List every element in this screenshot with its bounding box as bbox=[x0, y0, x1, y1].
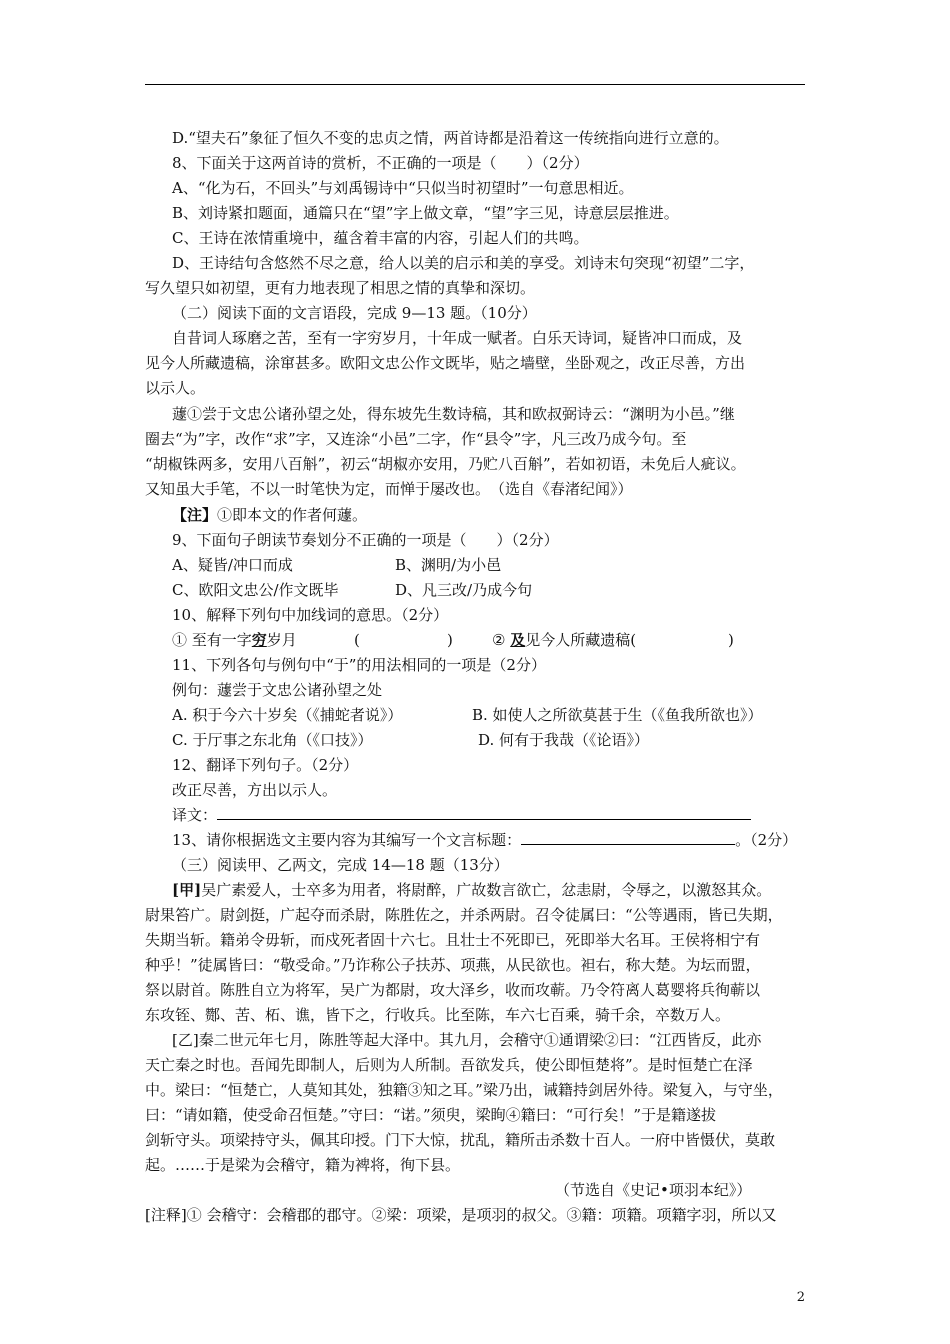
q8-option-d-cont: 写久望只如初望，更有力地表现了相思之情的真挚和深切。 bbox=[145, 279, 536, 297]
section-2-heading: （二）阅读下面的文言语段，完成 9—13 题。（10分） bbox=[172, 304, 537, 322]
passage-yi-line-4: 曰：“请如籍，使受命召恒楚。”守曰：“诺。”须臾，梁眴④籍曰：“可行矣！”于是籍遂拔 bbox=[145, 1106, 717, 1124]
q11-option-d: D. 何有于我哉（《论语》） bbox=[478, 731, 650, 749]
passage-yi-line-2: 天亡秦之时也。吾闻先即制人，后则为人所制。吾欲发兵，使公即恒楚将”。是时恒楚亡在泽 bbox=[145, 1056, 753, 1074]
passage-jia-line-6: 东攻铚、酂、苦、柘、谯，皆下之，行收兵。比至陈，车六七百乘，骑千余，卒数万人。 bbox=[145, 1006, 731, 1024]
passage-1-line-3: 以示人。 bbox=[145, 379, 206, 397]
note-line bbox=[172, 505, 367, 525]
passage-jia-line-3: 失期当斩。籍弟令毋斩，而戍死者固十六七。且壮士不死即已，死即举大名耳。王侯将相宁有 bbox=[145, 931, 761, 949]
q10-answer-1-open: ( bbox=[354, 631, 360, 649]
question-8: 8、下面关于这两首诗的赏析，不正确的一项是（ ）（2分） bbox=[172, 154, 589, 172]
q11-example: 例句：蘧尝于文忠公诸孙望之处 bbox=[172, 681, 383, 699]
q11-option-c: C. 于厅事之东北角（《口技》） bbox=[172, 731, 373, 749]
passage-jia-line-2: 尉果笞广。尉剑挺，广起夺而杀尉，陈胜佐之，并杀两尉。召令徒属曰：“公等遇雨，皆已失期， bbox=[145, 906, 783, 924]
annotation-line: [注释]① 会稽守：会稽郡的郡守。②梁：项梁，是项羽的叔父。③籍：项籍。项籍字羽，所以又 bbox=[145, 1206, 777, 1224]
header-rule bbox=[145, 84, 805, 85]
note-text: ①即本文的作者何蘧。 bbox=[217, 506, 368, 524]
passage-2-line-1: 蘧①尝于文忠公诸孙望之处，得东坡先生数诗稿，其和欧叔弼诗云：“渊明为小邑。”继 bbox=[172, 405, 735, 423]
q9-option-c: C、欧阳文忠公/作文既毕 bbox=[172, 581, 339, 599]
q9-option-b: B、渊明/为小邑 bbox=[395, 556, 502, 574]
question-12: 12、翻译下列句子。（2分） bbox=[172, 756, 359, 774]
q8-option-a: A、“化为石，不回头”与刘禹锡诗中“只似当时初望时”一句意思相近。 bbox=[172, 179, 634, 197]
passage-yi-line-5: 剑斩守头。项梁持守头，佩其印授。门下大惊，扰乱，籍所击杀数十百人。一府中皆慑伏，莫敢 bbox=[145, 1131, 776, 1149]
option-d-prev: D.“望夫石”象征了恒久不变的忠贞之情，两首诗都是沿着这一传统指向进行立意的。 bbox=[172, 129, 729, 147]
passage-jia-line-5: 祭以尉首。陈胜自立为将军，吴广为都尉，攻大泽乡，收而攻蕲。乃令符离人葛婴将兵徇蕲以 bbox=[145, 981, 761, 999]
passage-jia-label: [甲] bbox=[172, 881, 202, 899]
title-answer-blank[interactable] bbox=[521, 830, 735, 845]
passage-yi-line-1: [乙]秦二世元年七月，陈胜等起大泽中。其九月，会稽守①通谓梁②曰：“江西皆反，此亦 bbox=[172, 1031, 762, 1049]
q10-answer-2-close: ) bbox=[728, 631, 734, 649]
translation-label: 译文： bbox=[172, 806, 218, 824]
passage-jia-line-1: [甲]吴广素爱人，士卒多为用者，将尉醉，广故数言欲亡，忿恚尉，令辱之，以激怒其众。 bbox=[172, 881, 772, 899]
question-10: 10、解释下列句中加线词的意思。（2分） bbox=[172, 606, 449, 624]
passage-1-line-2: 见今人所藏遗稿，涂窜甚多。欧阳文忠公作文既毕，贴之墙壁，坐卧观之，改正尽善，方出 bbox=[145, 354, 746, 372]
q9-option-a: A、疑皆/冲口而成 bbox=[172, 556, 293, 574]
q10-answer-1-close: ) bbox=[447, 631, 453, 649]
page-number: 2 bbox=[796, 1290, 805, 1305]
passage-yi-source: （节选自《史记•项羽本纪》） bbox=[555, 1181, 752, 1199]
q10-item-2: ② 及见今人所藏遗稿( bbox=[492, 631, 637, 649]
underlined-word-ji: 及 bbox=[510, 631, 526, 649]
translation-blank[interactable] bbox=[217, 805, 751, 820]
q10-item-1: ① 至有一字穷岁月 bbox=[172, 631, 297, 649]
q11-option-b: B. 如使人之所欲莫甚于生（《鱼我所欲也》） bbox=[472, 706, 763, 724]
q8-option-d: D、王诗结句含悠然不尽之意，给人以美的启示和美的享受。刘诗末句突现“初望”二字， bbox=[172, 254, 755, 272]
q9-option-d: D、凡三改/乃成今句 bbox=[395, 581, 533, 599]
underlined-word-qiong: 穷 bbox=[251, 631, 267, 649]
passage-2-line-3: “胡椒铢两多，安用八百斛”，初云“胡椒亦安用，乃贮八百斛”，若如初语，未免后人疵议。 bbox=[145, 455, 746, 473]
passage-yi-line-6: 起。……于是梁为会稽守，籍为裨将，徇下县。 bbox=[145, 1156, 461, 1174]
q8-option-c: C、王诗在浓情重境中，蕴含着丰富的内容，引起人们的共鸣。 bbox=[172, 229, 589, 247]
q11-option-a: A. 积于今六十岁矣（《捕蛇者说》） bbox=[172, 706, 403, 724]
note-label: 【注】 bbox=[172, 506, 218, 524]
q12-sentence: 改正尽善，方出以示人。 bbox=[172, 781, 338, 799]
passage-yi-line-3: 中。梁曰：“恒楚亡，人莫知其处，独籍③知之耳。”梁乃出，诫籍持剑居外待。梁复入，与守坐， bbox=[145, 1081, 783, 1099]
passage-jia-line-4: 种乎！”徒属皆曰：“敬受命。”乃诈称公子扶苏、项燕，从民欲也。袒右，称大楚。为坛而盟， bbox=[145, 956, 761, 974]
passage-1-line-1: 自昔词人琢磨之苦，至有一字穷岁月，十年成一赋者。白乐天诗词，疑皆冲口而成，及 bbox=[172, 329, 743, 347]
q12-translation-line bbox=[172, 805, 751, 825]
q8-option-b: B、刘诗紧扣题面，通篇只在“望”字上做文章，“望”字三见，诗意层层推进。 bbox=[172, 204, 679, 222]
question-11: 11、下列各句与例句中“于”的用法相同的一项是（2分） bbox=[172, 656, 546, 674]
passage-2-line-2: 圈去“为”字，改作“求”字，又连涂“小邑”二字，作“县令”字，凡三改乃成今句。至 bbox=[145, 430, 687, 448]
section-3-heading: （三）阅读甲、乙两文，完成 14—18 题（13分） bbox=[172, 856, 509, 874]
passage-2-line-4: 又知虽大手笔，不以一时笔快为定，而惮于屡改也。 （选自《春渚纪闻》） bbox=[145, 480, 633, 498]
question-9: 9、下面句子朗读节奏划分不正确的一项是（ ）（2分） bbox=[172, 531, 559, 549]
question-13: 13、请你根据选文主要内容为其编写一个文言标题： 。（2分） bbox=[172, 831, 798, 849]
